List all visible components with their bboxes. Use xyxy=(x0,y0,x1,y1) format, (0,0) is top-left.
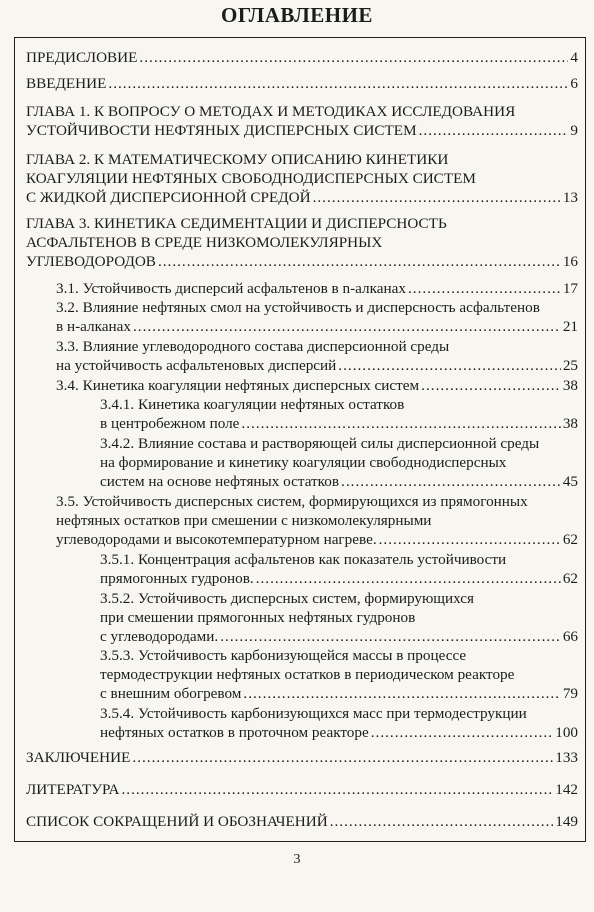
dot-leader xyxy=(108,75,568,92)
toc-entry-title-line: в н-алканах xyxy=(56,318,131,335)
dot-leader xyxy=(313,188,561,207)
toc-page-number: 38 xyxy=(562,377,578,394)
toc-entry-title-line: прямогонных гудронов. xyxy=(100,570,254,587)
toc-entry-title-line: ПРЕДИСЛОВИЕ xyxy=(26,49,138,66)
toc-entry-title-line: ЗАКЛЮЧЕНИЕ xyxy=(26,749,131,766)
toc-entry-title-line: в центробежном поле xyxy=(100,415,240,432)
toc-page-number: 9 xyxy=(570,122,578,139)
dot-leader xyxy=(133,317,561,336)
dot-leader xyxy=(243,684,560,703)
toc-entry-title-line: с внешним обогревом xyxy=(100,685,242,702)
page-number: 3 xyxy=(293,852,301,867)
toc-page-number: 100 xyxy=(555,724,578,741)
toc-entry[interactable] xyxy=(26,102,578,140)
toc-entry-title-line: УГЛЕВОДОРОДОВ xyxy=(26,253,156,270)
toc-page-number: 16 xyxy=(562,253,578,270)
toc-entry-title-line: 3.4. Кинетика коагуляции нефтяных дисперсных систем xyxy=(56,377,420,394)
toc-entry[interactable] xyxy=(56,337,578,375)
toc-entry-title-line: УСТОЙЧИВОСТИ НЕФТЯНЫХ ДИСПЕРСНЫХ СИСТЕМ xyxy=(26,122,417,139)
toc-entry[interactable] xyxy=(26,75,578,92)
toc-entry-title-line: 3.3. Влияние углеводородного состава дисперсионной среды xyxy=(56,338,450,355)
toc-page-number: 62 xyxy=(562,570,578,587)
dot-leader xyxy=(341,472,561,491)
dot-leader xyxy=(132,749,553,766)
toc-entry[interactable] xyxy=(56,279,578,298)
dot-leader xyxy=(419,121,569,140)
toc-entry[interactable] xyxy=(100,704,578,742)
dot-leader xyxy=(338,356,561,375)
toc-entry-title-line: СПИСОК СОКРАЩЕНИЙ И ОБОЗНАЧЕНИЙ xyxy=(26,813,328,830)
toc-page-number: 13 xyxy=(562,189,578,206)
dot-leader xyxy=(121,781,553,798)
toc-entry-title-line: нефтяных остатков при смешении с низкомолекулярными xyxy=(56,512,432,529)
dot-leader xyxy=(330,813,554,830)
dot-leader xyxy=(256,569,561,588)
toc-page-number: 21 xyxy=(562,318,578,335)
toc-entry[interactable] xyxy=(26,749,578,766)
toc-entry-title-line: при смешении прямогонных нефтяных гудронов xyxy=(100,609,416,626)
toc-entry-title-line: на устойчивость асфальтеновых дисперсий xyxy=(56,357,337,374)
toc-entry-title-line: ГЛАВА 2. К МАТЕМАТИЧЕСКОМУ ОПИСАНИЮ КИНЕТИКИ xyxy=(26,151,449,168)
toc-page-number: 66 xyxy=(562,628,578,645)
toc-entry-title-line: 3.1. Устойчивость дисперсий асфальтенов в n-алканах xyxy=(56,280,406,297)
toc-entry-title-line: КОАГУЛЯЦИИ НЕФТЯНЫХ СВОБОДНОДИСПЕРСНЫХ СИСТЕМ xyxy=(26,170,476,187)
toc-entry[interactable] xyxy=(56,492,578,549)
toc-entry-title-line: углеводородами и высокотемпературном нагреве. xyxy=(56,531,377,548)
toc-entry-title-line: 3.4.2. Влияние состава и растворяющей силы дисперсионной среды xyxy=(100,435,540,452)
dot-leader xyxy=(158,252,561,271)
toc-entry-title-line: с углеводородами. xyxy=(100,628,219,645)
toc-entry[interactable] xyxy=(100,646,578,703)
toc-entry-title-line: термодеструкции нефтяных остатков в периодическом реакторе xyxy=(100,666,515,683)
toc-entry[interactable] xyxy=(56,298,578,336)
toc-page-number: 142 xyxy=(555,781,578,798)
dot-leader xyxy=(371,723,553,742)
toc-page-number: 79 xyxy=(562,685,578,702)
dot-leader xyxy=(241,414,560,433)
toc-entry-title-line: систем на основе нефтяных остатков xyxy=(100,473,340,490)
toc-entry-title-line: на формирование и кинетику коагуляции свободнодисперсных xyxy=(100,454,507,471)
dot-leader xyxy=(379,530,561,549)
toc-page-number: 133 xyxy=(555,749,578,766)
toc-entry[interactable] xyxy=(26,49,578,66)
toc-entry[interactable] xyxy=(26,813,578,830)
toc-page-number: 38 xyxy=(562,415,578,432)
toc-entry-title-line: АСФАЛЬТЕНОВ В СРЕДЕ НИЗКОМОЛЕКУЛЯРНЫХ xyxy=(26,234,383,251)
toc-entry-title-line: ГЛАВА 3. КИНЕТИКА СЕДИМЕНТАЦИИ И ДИСПЕРСНОСТЬ xyxy=(26,215,447,232)
toc-entry[interactable] xyxy=(100,395,578,433)
toc-entry[interactable] xyxy=(26,214,578,271)
toc-entry-title-line: ГЛАВА 1. К ВОПРОСУ О МЕТОДАХ И МЕТОДИКАХ ИССЛЕДОВАНИЯ xyxy=(26,103,516,120)
toc-entry[interactable] xyxy=(100,434,578,491)
toc-page-number: 149 xyxy=(555,813,578,830)
toc-page-number: 6 xyxy=(570,75,578,92)
toc-entry-title-line: 3.5.4. Устойчивость карбонизующихся масс при термодеструкции xyxy=(100,705,527,722)
toc-page-number: 25 xyxy=(562,357,578,374)
toc-entry[interactable] xyxy=(26,781,578,798)
toc-page-number: 45 xyxy=(562,473,578,490)
toc-entry-title-line: 3.5.2. Устойчивость дисперсных систем, формирующихся xyxy=(100,590,474,607)
dot-leader xyxy=(408,279,561,298)
toc-entry-title-line: 3.5. Устойчивость дисперсных систем, формирующихся из прямогонных xyxy=(56,493,528,510)
page-title: ОГЛАВЛЕНИЕ xyxy=(221,3,373,27)
toc-entry-title-line: 3.4.1. Кинетика коагуляции нефтяных остатков xyxy=(100,396,405,413)
toc-entry-title-line: 3.2. Влияние нефтяных смол на устойчивость и дисперсность асфальтенов xyxy=(56,299,540,316)
toc-entry[interactable] xyxy=(100,589,578,646)
toc-entry-title-line: нефтяных остатков в проточном реакторе xyxy=(100,724,369,741)
toc-entry[interactable] xyxy=(100,550,578,588)
dot-leader xyxy=(139,49,568,66)
toc-page-number: 4 xyxy=(570,49,578,66)
toc-page-number: 17 xyxy=(562,280,578,297)
toc-page-number: 62 xyxy=(562,531,578,548)
toc-entry[interactable] xyxy=(56,376,578,395)
toc-entry-title-line: С ЖИДКОЙ ДИСПЕРСИОННОЙ СРЕДОЙ xyxy=(26,189,311,206)
toc-entry-title-line: ЛИТЕРАТУРА xyxy=(26,781,120,798)
dot-leader xyxy=(220,627,561,646)
dot-leader xyxy=(421,376,561,395)
toc-entry-title-line: 3.5.3. Устойчивость карбонизующейся массы в процессе xyxy=(100,647,467,664)
toc-entry[interactable] xyxy=(26,150,578,207)
toc-entry-title-line: ВВЕДЕНИЕ xyxy=(26,75,107,92)
toc-entry-title-line: 3.5.1. Концентрация асфальтенов как показатель устойчивости xyxy=(100,551,507,568)
